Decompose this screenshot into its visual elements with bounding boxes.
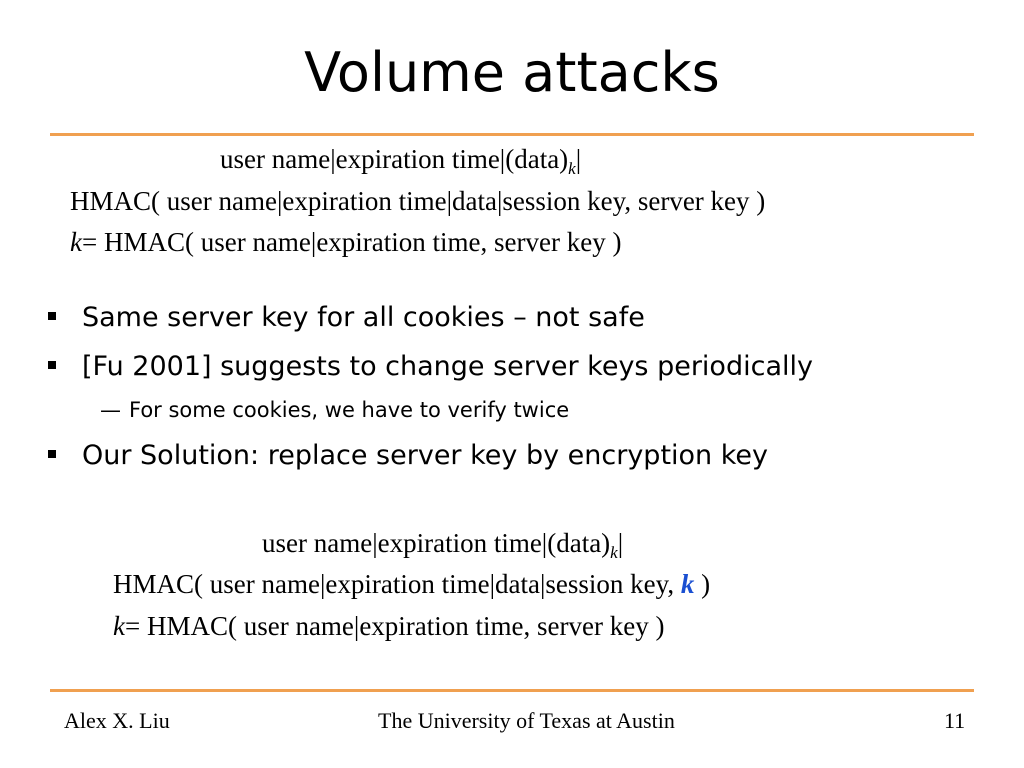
bullet-square-icon <box>48 312 56 320</box>
formula-bottom-line3-k: k <box>113 611 125 641</box>
formula-top-line1-main: user name|expiration time|(data) <box>220 144 569 174</box>
bullet-3 <box>48 438 768 474</box>
bullet-2-text: [Fu 2001] suggests to change server keys periodically <box>82 351 813 382</box>
sub-bullet <box>100 395 569 425</box>
formula-bottom-line1-tail: | <box>617 528 624 558</box>
formula-top-line1-tail: | <box>575 144 582 174</box>
bullet-square-icon <box>48 361 56 369</box>
formula-top-line1-sub: k <box>568 159 576 178</box>
formula-bottom-line1-main: user name|expiration time|(data) <box>262 528 611 558</box>
footer-author: Alex X. Liu <box>64 708 170 733</box>
bullet-1 <box>48 300 645 336</box>
formula-bottom-line1-sub: k <box>610 543 618 562</box>
sub-bullet-text: For some cookies, we have to verify twice <box>129 398 570 422</box>
footer-institution: The University of Texas at Austin <box>378 708 675 733</box>
formula-bottom-line3 <box>113 608 664 644</box>
bullet-2 <box>48 349 813 385</box>
formula-top-line2: HMAC( user name|expiration time|data|session key, server key ) <box>70 186 766 216</box>
formula-top-line3-k: k <box>70 227 82 257</box>
bottom-divider <box>50 689 974 692</box>
dash-icon: — <box>100 398 121 422</box>
highlighted-k: k <box>680 569 695 599</box>
slide-title: Volume attacks <box>304 41 720 104</box>
formula-bottom-line2 <box>113 566 710 602</box>
bullet-3-text: Our Solution: replace server key by encryption key <box>82 440 769 471</box>
bullet-1-text: Same server key for all cookies – not safe <box>82 302 645 333</box>
formula-top-line3 <box>70 224 621 260</box>
formula-bottom-line2-pre: HMAC( user name|expiration time|data|session key, <box>113 569 681 599</box>
formula-top-line3-rest: = HMAC( user name|expiration time, server key ) <box>81 227 622 257</box>
footer-page-number: 11 <box>944 708 966 733</box>
formula-bottom-line1 <box>262 525 623 571</box>
formula-top-line1 <box>220 141 581 187</box>
formula-bottom-line2-post: ) <box>694 569 711 599</box>
bullet-square-icon <box>48 450 56 458</box>
formula-bottom-line3-rest: = HMAC( user name|expiration time, server key ) <box>124 611 665 641</box>
top-divider <box>50 133 974 136</box>
